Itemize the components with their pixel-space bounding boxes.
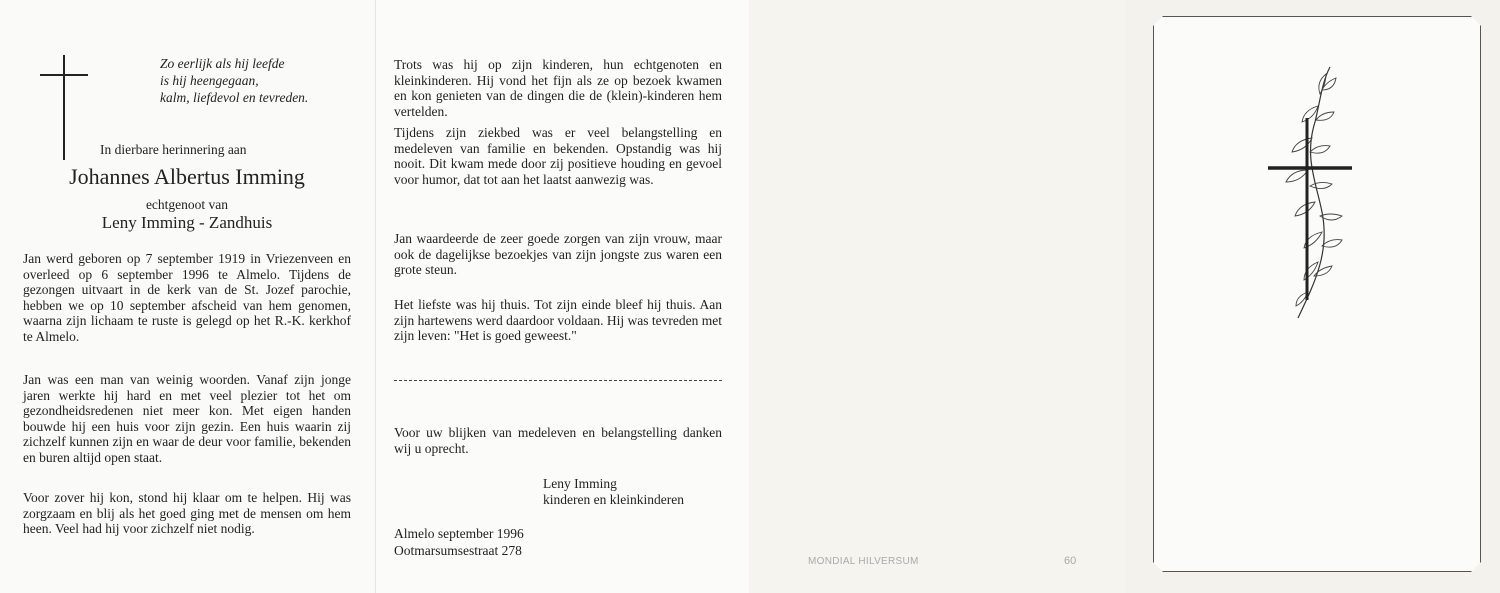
left-inner-page [0, 0, 375, 593]
spouse-name: Leny Imming - Zandhuis [101, 213, 273, 232]
deceased-name: Johannes Albertus Imming [69, 164, 305, 189]
dashed-divider [394, 380, 722, 381]
cross-icon [38, 55, 98, 165]
paragraph: Jan was een man van weinig woorden. Vanaf zijn jonge jaren werkte hij hard en met veel plezier tot het om gezondheidsredenen niet meer kon. Met eigen handen bouwde hij een huis voor zijn gezin. Een huis waarin zij zichzelf kunnen zijn en waar de deur voor familie, bekenden en buren altijd open staat. [23, 372, 351, 465]
address: Ootmarsumsestraat 278 [394, 543, 522, 558]
signature-line: Leny Imming [543, 476, 617, 491]
poem-line: Zo eerlijk als hij leefde [160, 56, 285, 71]
card-number: 60 [1064, 555, 1077, 567]
place-date: Almelo september 1996 [394, 526, 524, 541]
paragraph: Voor zover hij kon, stond hij klaar om te helpen. Hij was zorgzaam en blij als het goed ging met de mensen om hem heen. Veel had hij voor zichzelf niet nodig. [23, 490, 351, 537]
paragraph: Trots was hij op zijn kinderen, hun echtgenoten en kleinkinderen. Hij vond het fijn als ze op bezoek kwamen en kon genieten van de dingen die de (klein)-kinderen hem vertelden. [394, 57, 722, 119]
poem-line: kalm, liefdevol en tevreden. [160, 90, 309, 105]
paragraph: Het liefste was hij thuis. Tot zijn einde bleef hij thuis. Aan zijn hartewens werd daardoor voldaan. Hij was tevreden met zijn leven: "Het is goed geweest." [394, 297, 723, 344]
paragraph: Tijdens zijn ziekbed was er veel belangstelling en medeleven van familie en bekenden. Opstandig was hij nooit. Dit kwam mede door zij positieve houding en gevoel voor humor, dat tot aan het laatst aanwezig was. [394, 125, 722, 187]
back-page [750, 0, 1125, 593]
thanks-text: Voor uw blijken van medeleven en belangstelling danken wij u oprecht. [394, 425, 722, 456]
paragraph: Jan waardeerde de zeer goede zorgen van zijn vrouw, maar ook de dagelijkse bezoekjes van zijn jongste zus waren een grote steun. [394, 231, 722, 278]
printer-mark: MONDIAL HILVERSUM [808, 556, 919, 567]
poem-line: is hij heengegaan, [160, 73, 259, 88]
signature-line: kinderen en kleinkinderen [543, 491, 684, 507]
dedication: In dierbare herinnering aan [100, 142, 247, 157]
poem [160, 55, 308, 106]
paragraph: Jan werd geboren op 7 september 1919 in Vriezenveen en overleed op 6 september 1996 te Almelo. Tijdens de gezongen uitvaart in de kerk van de St. Jozef parochie, hebben we op 10 september afscheid van hem genomen, waarna zijn lichaam te ruste is gelegd op het R.-K. kerkhof te Almelo. [23, 251, 351, 344]
signature [543, 476, 684, 507]
spouse-intro: echtgenoot van [145, 197, 229, 212]
cross-with-branch-icon [1260, 62, 1370, 322]
